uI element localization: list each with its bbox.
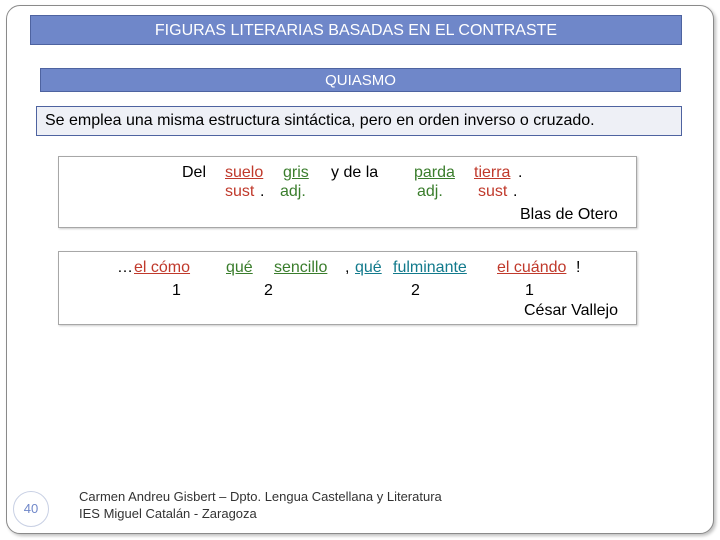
- slide-title: FIGURAS LITERARIAS BASADAS EN EL CONTRASTE: [30, 15, 682, 45]
- footer-school: IES Miguel Catalán - Zaragoza: [79, 506, 257, 521]
- word-sencillo: sencillo: [274, 259, 328, 276]
- word-el-como: el cómo: [134, 259, 191, 276]
- index-2: 2: [264, 282, 273, 299]
- label-adj-1: adj.: [280, 183, 306, 200]
- index-3: 2: [411, 282, 420, 299]
- label-sust-1: sust: [225, 183, 255, 200]
- word-fulminante: fulminante: [393, 259, 467, 276]
- word-parda: parda: [414, 164, 455, 181]
- word-tierra: tierra: [474, 164, 511, 181]
- word-que-1: qué: [226, 259, 253, 276]
- word-period: .: [518, 164, 523, 181]
- label-sust-2: sust: [478, 183, 508, 200]
- definition-box: Se emplea una misma estructura sintáctica, pero en orden inverso o cruzado.: [36, 106, 682, 136]
- word-que-2: qué: [355, 259, 382, 276]
- index-4: 1: [525, 282, 534, 299]
- word-comma: ,: [345, 259, 350, 276]
- word-del: Del: [182, 164, 207, 181]
- author-otero: Blas de Otero: [520, 206, 618, 223]
- word-ellipsis: …: [117, 259, 133, 276]
- word-gris: gris: [283, 164, 309, 181]
- author-vallejo: César Vallejo: [524, 302, 618, 319]
- footer-author: Carmen Andreu Gisbert – Dpto. Lengua Castellana y Literatura: [79, 489, 442, 504]
- label-dot-2: .: [513, 183, 518, 200]
- label-dot-1: .: [260, 183, 265, 200]
- slide-subtitle: QUIASMO: [40, 68, 681, 92]
- index-1: 1: [172, 282, 181, 299]
- word-el-cuando: el cuándo: [497, 259, 567, 276]
- word-suelo: suelo: [225, 164, 264, 181]
- word-y-de-la: y de la: [331, 164, 379, 181]
- label-adj-2: adj.: [417, 183, 443, 200]
- page-number-badge: 40: [13, 491, 49, 527]
- word-exclamation: !: [576, 259, 581, 276]
